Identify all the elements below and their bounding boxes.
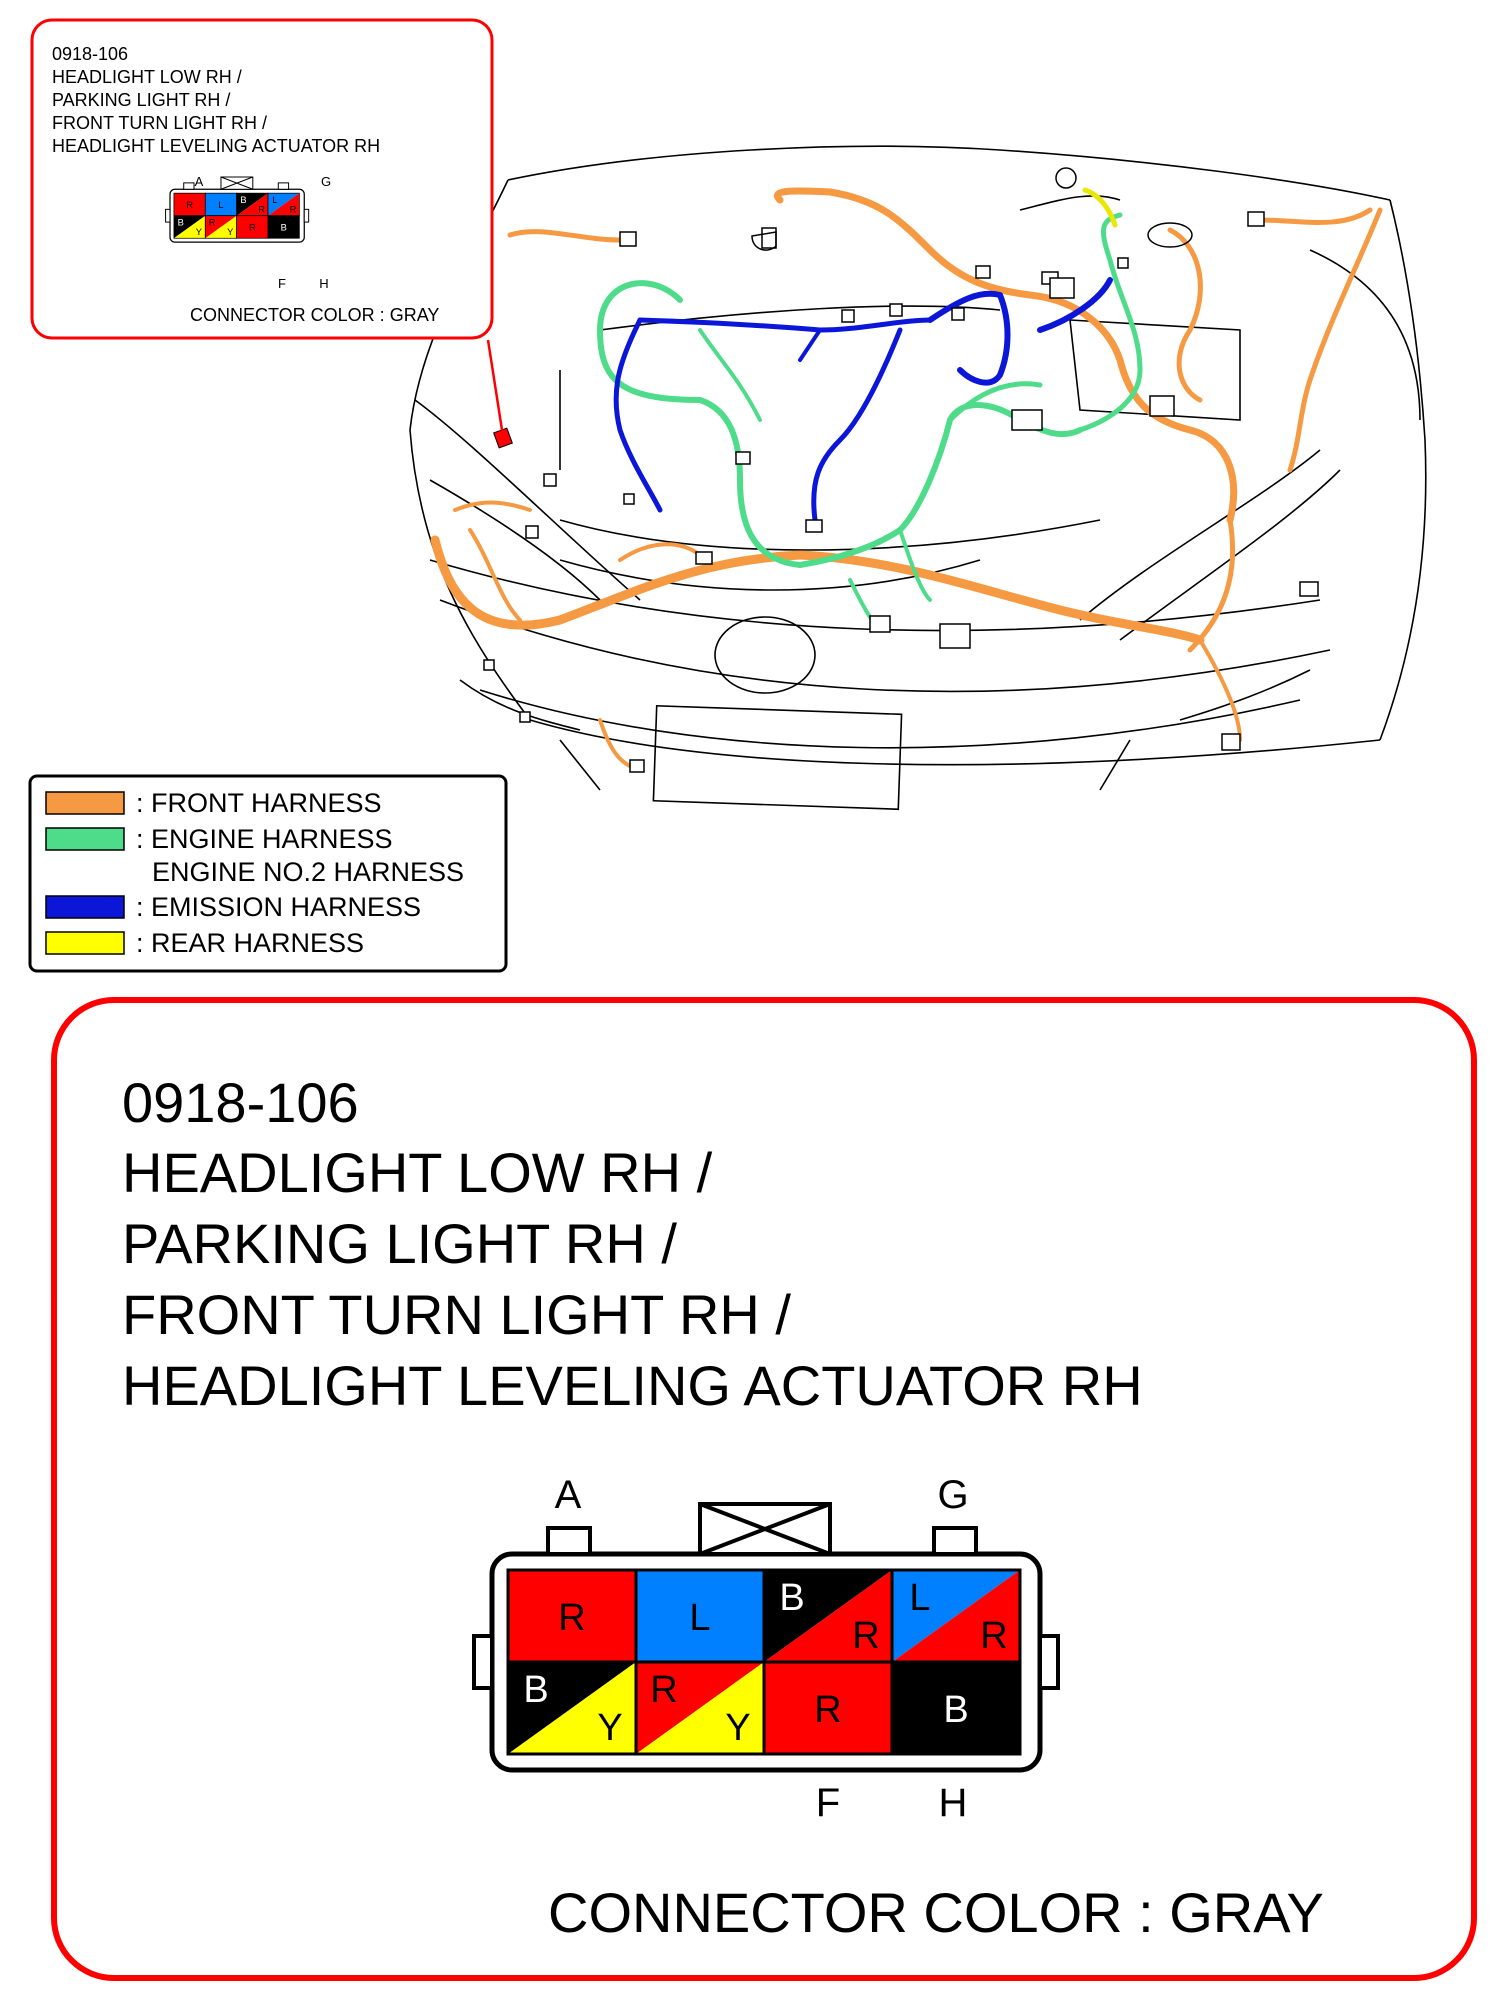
small-cell-label-bottom: Y [195,226,203,237]
big-side-tab-left [474,1636,492,1688]
small-cell-r1c4 [268,193,299,216]
pin-label-a: A [554,1473,582,1517]
small-pin-label-g: G [320,174,332,189]
big-cell-label-top: R [650,1669,678,1711]
small-cell-r2c1 [174,216,205,239]
big-tab-left [548,1528,590,1554]
small-cell-r1c2 [205,193,236,216]
big-cell-label: R [558,1597,586,1639]
small-callout-line-2: PARKING LIGHT RH / [52,90,231,110]
small-pin-label-a: A [194,174,204,189]
small-cell-label: R [186,199,193,210]
small-cell-r2c2 [205,216,236,239]
big-cell-label: L [689,1597,711,1639]
big-callout-code: 0918-106 [122,1071,359,1134]
legend-swatch-engine [46,828,124,850]
big-callout-connector-color: CONNECTOR COLOR : GRAY [548,1881,1324,1944]
big-tab-right [934,1528,976,1554]
legend-swatch-emission [46,896,124,918]
small-callout-code: 0918-106 [52,44,129,64]
small-connector [166,177,309,242]
small-cell-r1c1 [174,193,205,216]
small-cell-label: B [280,222,287,233]
big-callout-line-1: HEADLIGHT LOW RH / [122,1141,713,1204]
small-tab-right [278,183,288,189]
small-side-tab-right [304,209,308,222]
small-cell-label: R [248,222,256,233]
small-cell-label: L [218,199,224,210]
small-cell-r1c3 [237,193,268,216]
small-cell-label-top: B [240,194,247,205]
pin-label-f: F [815,1781,841,1825]
big-cell-label-top: B [779,1577,805,1619]
small-pin-label-h: H [319,276,329,291]
small-cell-label-top: R [208,217,216,228]
pin-label-h: H [938,1781,968,1825]
front-harness [435,191,1380,770]
big-cell-r1c4 [892,1570,1020,1662]
car-outline [410,146,1426,809]
small-tab-left [184,183,194,189]
small-cell-label-bottom: R [258,204,265,215]
big-cell-r2c1 [508,1662,636,1754]
legend-label-emission: : EMISSION HARNESS [136,892,422,922]
big-cell-label-bottom: R [852,1615,880,1657]
big-cell-label-bottom: Y [597,1707,623,1749]
big-cell-r2c3 [764,1662,892,1754]
legend [30,776,506,971]
small-cell-r2c3 [237,216,268,239]
big-cell-label-bottom: R [980,1615,1008,1657]
small-pin-label-f: F [278,276,286,291]
small-callout-line-3: FRONT TURN LIGHT RH / [52,113,268,133]
small-cell-label-bottom: R [289,204,297,215]
legend-label-engine-no2: ENGINE NO.2 HARNESS [152,857,465,887]
legend-swatch-front [46,792,124,814]
small-cell-label-top: L [272,194,278,205]
small-cell-r2c4 [268,216,299,239]
callout-leader-line [488,340,502,430]
big-side-tab-right [1040,1636,1058,1688]
big-callout-line-3: FRONT TURN LIGHT RH / [122,1283,791,1346]
big-cell-r1c1 [508,1570,636,1662]
big-callout-line-4: HEADLIGHT LEVELING ACTUATOR RH [122,1354,1143,1417]
callout-connector-marker [494,428,513,448]
big-cell-r2c2 [636,1662,764,1754]
legend-label-front: : FRONT HARNESS [136,788,382,818]
big-cell-label-top: L [909,1577,931,1619]
big-cell-r1c3 [764,1570,892,1662]
big-cell-label: B [943,1689,969,1731]
big-cell-label-top: B [523,1669,549,1711]
small-callout-connector-color: CONNECTOR COLOR : GRAY [190,305,440,325]
big-cell-r1c2 [636,1570,764,1662]
legend-swatch-rear [46,932,124,954]
legend-label-engine: : ENGINE HARNESS [136,824,393,854]
big-cell-label-bottom: Y [725,1707,751,1749]
pin-label-g: G [937,1473,969,1517]
small-callout-line-1: HEADLIGHT LOW RH / [52,67,242,87]
big-callout-line-2: PARKING LIGHT RH / [122,1212,677,1275]
engine-bay-parts [752,168,1192,250]
big-cell-label: R [814,1689,842,1731]
small-cell-label-top: B [177,217,184,228]
small-side-tab-left [166,209,170,222]
small-callout-line-4: HEADLIGHT LEVELING ACTUATOR RH [52,136,381,156]
big-cell-r2c4 [892,1662,1020,1754]
small-cell-label-bottom: Y [227,226,234,237]
legend-label-rear: : REAR HARNESS [136,928,365,958]
